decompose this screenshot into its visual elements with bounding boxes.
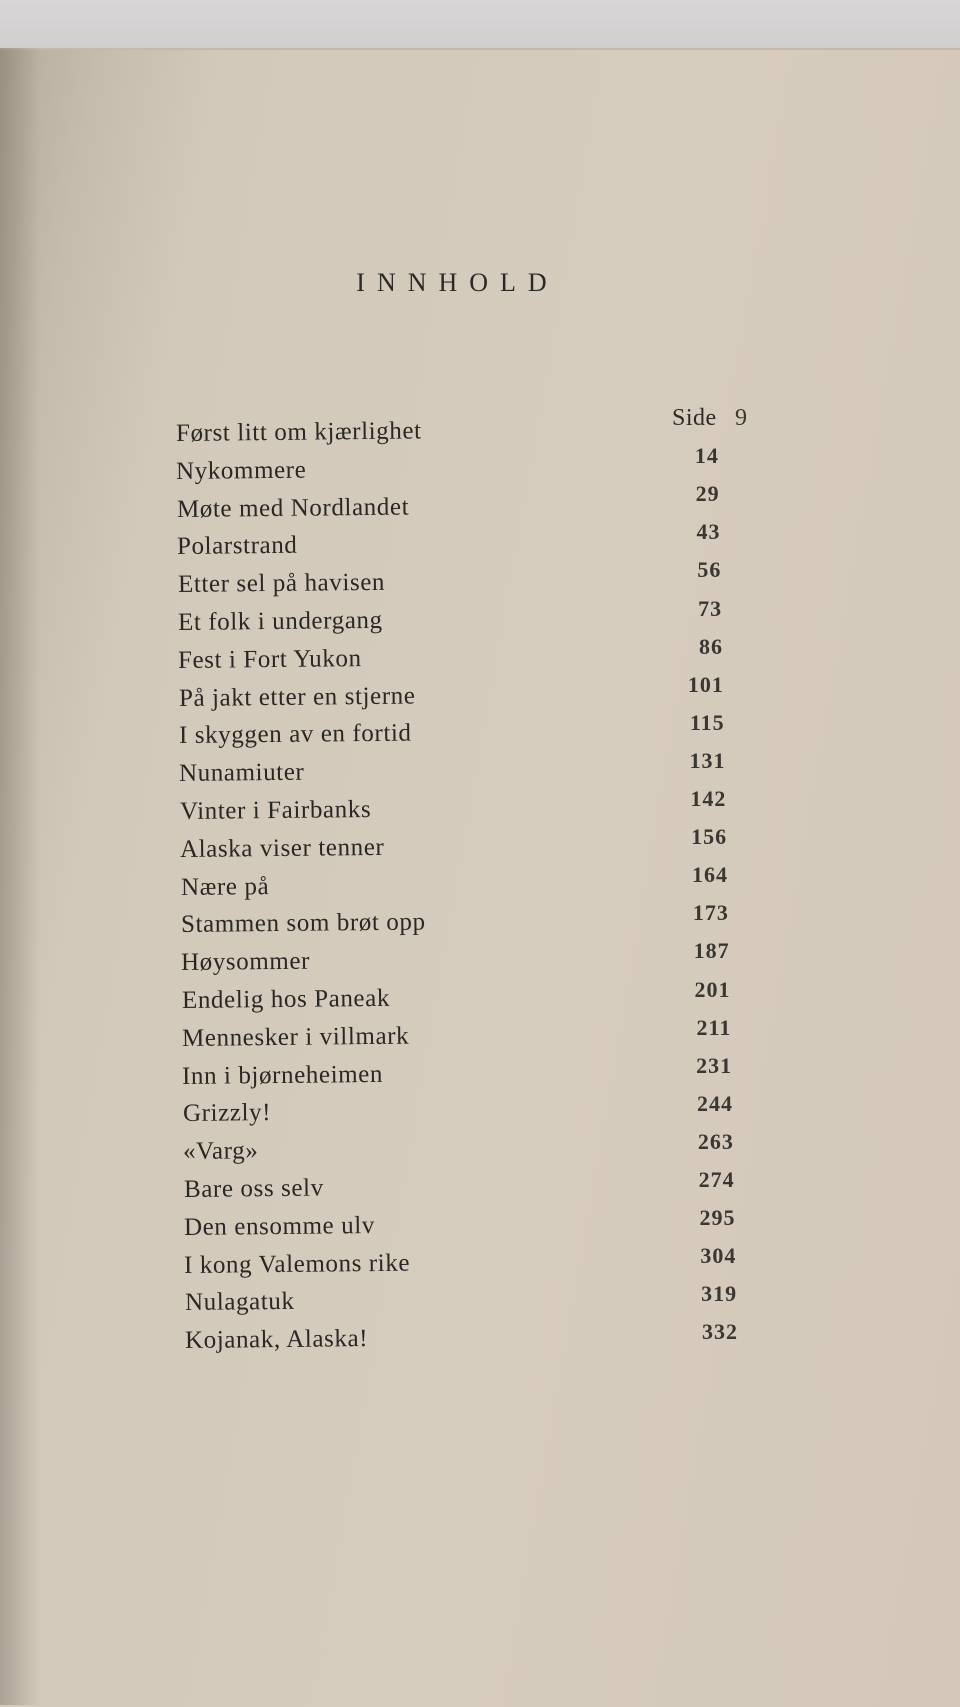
chapter-title: Bare oss selv <box>183 1174 324 1203</box>
chapter-title: Først litt om kjærlighet <box>175 417 422 447</box>
chapter-title: Stammen som brøt opp <box>180 908 426 939</box>
chapter-title: Inn i bjørneheimen <box>182 1060 384 1090</box>
chapter-page-number: 164 <box>692 862 728 888</box>
chapter-title: Polarstrand <box>176 532 298 561</box>
chapter-page-number: 263 <box>697 1128 734 1154</box>
chapter-page-number: 211 <box>696 1014 732 1040</box>
chapter-title: Fest i Fort Yukon <box>178 644 362 674</box>
chapter-title: Den ensomme ulv <box>183 1211 375 1241</box>
chapter-title: Etter sel på havisen <box>177 569 385 599</box>
chapter-page-number: 319 <box>701 1281 738 1307</box>
chapter-page-number: 187 <box>693 938 730 964</box>
chapter-title: Vinter i Fairbanks <box>179 795 372 825</box>
chapter-page-number: 131 <box>689 747 726 773</box>
chapter-title: I kong Valemons rike <box>184 1249 411 1279</box>
chapter-title: Nære på <box>180 872 269 901</box>
chapter-page-number: 304 <box>700 1243 737 1269</box>
chapter-title: Møte med Nordlandet <box>176 493 410 523</box>
chapter-page-number: 295 <box>699 1205 736 1231</box>
chapter-title: Grizzly! <box>182 1099 271 1128</box>
chapter-page-number: 274 <box>698 1167 735 1192</box>
chapter-page-number: 43 <box>696 519 721 545</box>
chapter-page-number: 73 <box>698 595 723 621</box>
chapter-page-number: 142 <box>690 786 727 811</box>
chapter-title: Nunamiuter <box>179 758 305 788</box>
chapter-title: Nulagatuk <box>184 1288 295 1317</box>
chapter-page-number: 173 <box>692 900 729 926</box>
chapter-page-number: 115 <box>689 709 725 735</box>
chapter-page-number: 156 <box>691 824 728 850</box>
chapter-title: På jakt etter en stjerne <box>178 682 416 712</box>
contents-heading: INNHOLD <box>356 268 559 297</box>
chapter-title: I skyggen av en fortid <box>178 719 412 750</box>
chapter-title: Et folk i undergang <box>177 606 383 636</box>
chapter-page-number: 332 <box>702 1319 738 1345</box>
chapter-page-number: 86 <box>699 633 723 659</box>
chapter-page-number: 56 <box>697 557 722 583</box>
chapter-page-number: 231 <box>696 1052 733 1078</box>
chapter-page-number: 9 <box>735 405 748 431</box>
chapter-title: Endelig hos Paneak <box>181 984 390 1014</box>
chapter-title: Nykommere <box>176 456 307 485</box>
chapter-title: «Varg» <box>182 1137 259 1166</box>
chapter-page-number: 101 <box>687 671 724 697</box>
chapter-title: Alaska viser tenner <box>179 833 385 863</box>
chapter-page-number: 29 <box>695 481 720 507</box>
chapter-title: Mennesker i villmark <box>181 1022 410 1052</box>
chapter-page-number: 201 <box>694 976 731 1002</box>
chapter-title: Høysommer <box>181 947 311 977</box>
page-column-label: Side <box>672 405 717 431</box>
chapter-page-number: 244 <box>697 1090 733 1116</box>
chapter-title: Kojanak, Alaska! <box>184 1325 369 1355</box>
chapter-page-number: 14 <box>694 443 719 469</box>
